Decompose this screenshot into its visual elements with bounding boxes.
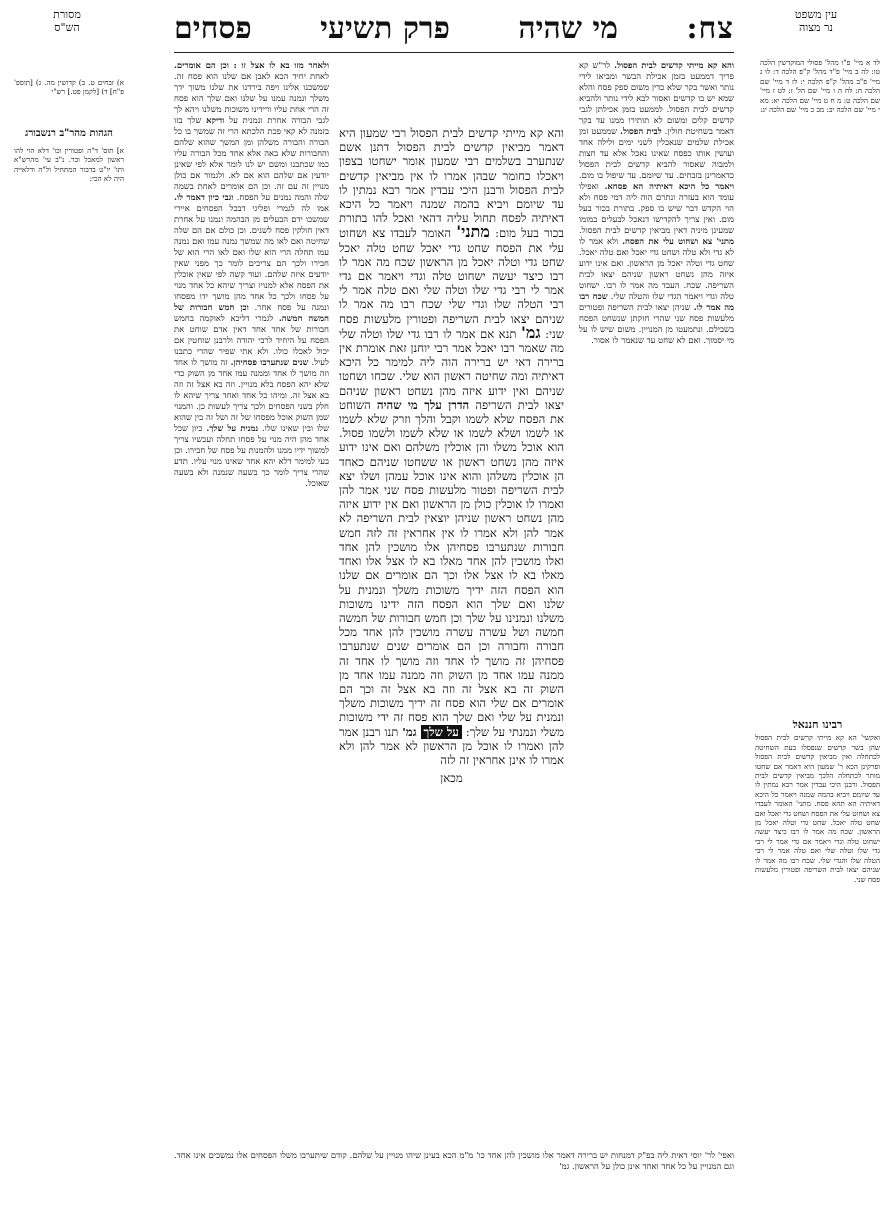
tosafot-lead-5: שנים שנתערבו פסחיהן. (230, 357, 309, 367)
boxed-word: על שלך (421, 725, 462, 739)
tosafot-text-3: אמו לה לגמרי ופליגי דבכל הפסחים איירי שמשכו ידם הבעלים מן הבהמה ונמנו על אחרת דאין חולקין פסח לשנים. וכן כולם אם הם שלה שחיטה ואם לאו מה שמשך נמנה עמו ואם נמנה עמו תחלה הרי הוא שלו ואם לאו הרי הוא של חבירו ולכך הם צריכים לומר כך מפני שאין יודעים איזה שלהם. ועוד קשה לפי שאין אוכלין את הפסח אלא למנויו וצריך שיהא כל אחד מנוי על פסחו ולכך כל אחד מהן מושך ידו מפסחו ונמנה על פסח אחר. (174, 203, 329, 312)
gemara2-text: תנו רבנן אמר להן ואמרו לו אוכל מן הראשון לא אמר להן ולא אמרו לו אינן אחראין זה לזה (339, 724, 564, 767)
rabbeinu-hananel-column (755, 720, 880, 1140)
rashi-text-4: ולא אמר לו לא גדי ולא טלה ושחט גדי יאכל ואם טלה יאכל. שחט גדי וטלה יאכל מן הראשון. ואם אינו ידוע איזה מהן נשחט ראשון שניהם יצאו לבית השריפה. שכח. העבד מה אמר לו רבו. ישחוט טלה וגדי ויאמר הגדי שלו והטלה שלי. (579, 236, 734, 301)
talmud-text-1: והא קא מייתי קדשים לבית הפסול רבי שמעון היא דאמר מביאין קדשים לבית הפסול (339, 126, 564, 155)
hashas-title: הש"ס (54, 21, 80, 34)
ein-mishpat-header (756, 8, 876, 54)
chapter-name: מי שהיה (518, 10, 619, 46)
rashi-lead-3: ויאמר כל היכא דאיתיה הא פסחא. (604, 181, 734, 191)
rashi-lead-4: מתני' צא ושחוט עלי את הפסח. (622, 236, 734, 246)
gemara-text: תנא אם אמר לו רבו גדי שלו וטלה שלי מה שאמר רבו יאכל אמר רבי יוחנן זאת אומרת אין ברירה דאי יש ברירה הוה ליה למימר כל היכא דאיתיה ומה שחיטה ראשון הוא שלי. שכחו ושחטו שניהם ואין ידוע איזה מהן נשחט ראשון שניהם יצאו לבית השריפה (339, 326, 564, 412)
talmud-text-4: חמש חבורות שנתערבו פסחיהן אלו מושכין להן אחד ואלו מושכין להן אחד מאלו בא לו אצל אלו ואחד מאלו בא לו אצל אלו וכך הם אומרים אם שלנו הוא הפסח הזה ידיך משוכות משלך ונמנית על שלנו ואם שלך הוא הפסח הזה ידינו משוכות משלנו ונמנינו על שלך וכן (339, 525, 564, 625)
masoret-title: מסורת (53, 8, 81, 21)
rashi-column (579, 60, 734, 1090)
masoret-hashas-text: א) זבחים ט. ב) קדושין מה. ג) [תוספ' פ"ח] ד) [לקמן פט.] רש"י (14, 78, 124, 97)
tosafot-column (174, 60, 329, 990)
tosafot-lead-3: וגבי כיון דאמר לו. (174, 192, 234, 202)
masoret-hashas-column (14, 78, 124, 118)
masoret-header (22, 8, 112, 34)
rashi-lead-2: לבית הפסול. (620, 126, 662, 136)
hadran-lead: הדרן עלך מי שהיה (376, 397, 470, 412)
talmud-text-2: דתנן אשם שנתערב בשלמים רבי שמעון אומר ישחטו בצפון ויאכלו כחומר שבהן אמרו לו אין מביאין קדשים לבית הפסול ורבנן היכי עבדין אמר רבא נמתין לו עד שיומם ויביא בהמה שמנה ויאמר כל היכא דאיתיה לפסח תחול עליה דהאי ואכל להו בתורת בכור בעל מום: (339, 140, 564, 241)
perek-label: פרק תשיעי (320, 10, 450, 46)
tosafot-lead-1: ולאחר מזו בא לו אצל זו : וכן הם אומרים. (174, 60, 329, 70)
bottom-text: ואפי' לר' יוסי דאית ליה בפ"ק דמנחות יש ברירה דאמר אלו מושכין להן אחד כו' מ"מ הכא בעינן שיהו מנויין על שלהם. קודם שיתערבו משלו הפסחים אלו נמשכים אינו אחד. וגם המנויין על כל אחד ואחד אינן כולן על הראשון. גמ' (174, 1150, 734, 1171)
hadran-text: השוחט את הפסח שלא לשמו וקבל והלך וזרק שלא לשמו או לשמו ושלא לשמו או שלא לשמו ולשמו פסול. הוא אוכל משלו והן אוכלין משלהם ואם אינו ידוע איזה מהן נשחט ראשון או ששחטו שניהם כאחד הן אוכלין משלהן והוא אינו אוכל עמהן ושלו יצא לבית השריפה ופטור מלעשות פסח שני (339, 397, 564, 498)
hagahot-title: הגהות מהר"ב רנשבורג (25, 128, 113, 139)
page-header (174, 6, 734, 50)
rabbeinu-hananel-title: רבינו חננאל (792, 720, 843, 731)
tosafot-lead-6: נמנית על שלך. (206, 423, 259, 433)
tosafot-lead-4: וכן חמש חבורות של חמשה חמשה. (174, 302, 329, 323)
ein-mishpat-text: לד א מיי' פ"ו מהל' פסולי המוקדשין הלכה טו: לה ב מיי' פ"ד מהל' ק"פ הלכה ד: לו ג מיי' פ"ב מהל' ק"פ הלכה י: לז ד מיי' שם הלכה ח: לח ה ו מיי' שם הל' ז: לט ז מיי' שם הלכה ט: מ ח ט מיי' שם הלכה יא: מא י מיי' שם הלכה יב: מב כ מיי' שם הלכה יג: (760, 58, 880, 115)
gemara2-lead: גמ' (402, 724, 417, 739)
catchword: מכאן (440, 771, 463, 786)
tosafot-text-1: לאחת יחיד הכא לאבן אם שלנו הוא פסח זה. שמשכנו אלינו ויפה בירדנו את שלנו משוך ידך משלך ונמנה עמנו על שלנו ואם שלך הוא פסח זה הרי אחת עליו ורידינו משוכות משלנו ויהא לך לגבי הבורה אחרת ונמנית על (174, 71, 329, 125)
talmud-text-5: חמש חבורות של חמשה חמשה ושל עשרה עשרה מושכין להן אחד מכל חבורה וחבורה וכן הם אומרים שנים שנתערבו פסחיהן זה מושך לו אחד וזה מושך לו אחד זה ממנה עמו אחד מן השוק וזה ממנה עמו אחד מן השוק זה בא אצל זה וזה בא אצל זה וכך הם אומרים אם שלי הוא פסח זה ידיך משוכות משלך ונמנית על שלי ואם שלך הוא פסח זה ידי משוכות משלי ונמנתי על שלך: (339, 610, 564, 739)
rashi-text-1: לר"ש קא פריך דממעט בזמן אכילת הבשר ומביאו לידי נותר ואשר בקר שלא כדין משום ספק פסח והלא שמא יש בו קדשים ואסור לבא לידי נותר ולהביא קדשים לבית הפסול. לממעט בזמן אכילתן לגבי קדשים קלים ומשום לא תותירו ממנו עד בקר דאמר בשחיטת חולין. (579, 60, 734, 136)
talmud-main-text (339, 126, 564, 1026)
tosafot-lead-2: ודיקא (206, 115, 225, 125)
ner-mitzvah-title: נר מצוה (799, 21, 833, 34)
hagahot-column (14, 146, 124, 226)
rashi-text-5: שניהן יצאו לבית השריפה ופטורים מלעשות פסח שני שהרי חזקתן שנשחט הפסח בשבילם. ונתמעטו מן המנויין. משום שיש לו על מי יסמוך. ואם לא שחט עד שנאמר לו אסור. (579, 302, 734, 345)
rashi-text-3: ואפילו עומד הוא בעזרה ונתרם הוה ליה דמי פסח ולא הוי הקדש דבר שיש בו ספק. בתורת בכור בעל מום. ואין צריך להקדישו דנאכל לבעלים במומו שמעינן מיניה דאין מביאין קדשים לבית הפסול. (579, 181, 734, 235)
folio-number: צח: (686, 10, 734, 46)
rashi-text-2: שממעט זמן אכילת שלמים שנאכלין לשני ימים ולילה אחד ועושין אותו כפסח שאינו נאכל אלא עד חצות ולמבוה שאסור להביא קדשים לבית הפסול כדאמרינן בזבחים. עד שיומם. עד שיפול בו מום. (579, 126, 734, 180)
mishnah-lead: מתני' (456, 222, 490, 242)
ein-mishpat-column (760, 58, 880, 258)
tosafot-text-4: לגמרי דליכא לאוקמה בחמש חבורות של אחד אחד דאין אדם שוחט את הפסח על היחיד לרבי יהודה ולרבנן שוחטין אם יכול לאכלו כולו. ולא אתי שפיר שהרי כתבנו לעיל. (174, 313, 329, 367)
tractate-name: פסחים (174, 10, 252, 46)
rashi-lead-1: והא קא מייתי קדשים לבית הפסול. (614, 60, 734, 70)
tosafot-text-2: שלך בזו בזמנה לא קאי פכת הלכתא הרי זה שמשך בו כל הבורה והבורה משלהן ומן המשך שהוא שלהם והחבורות שלא באה אלא אחד מכל הבורה עליו כמו שכתבנו ומשם יש לנו לומר אלא לפי שאינן יודעין אם שלהם הוא אם לא. ולגמור אם כולן מנויין זה עם זה. וכן הם אומרים לאחת בשמה שלה והמה נמנים על הפסח. (174, 115, 329, 202)
gemara-lead: גמ' (520, 322, 541, 342)
mishnah-text: האומר לעבדו צא ושחוט עלי את הפסח שחט גדי יאכל שחט טלה יאכל שחט גדי וטלה יאכל מן הראשון שכח מה אמר לו רבו כיצד יעשה ישחוט טלה וגדי ויאמר אם גדי אמר לי רבי גדי שלו וטלה שלי ואם טלה אמר לי רבי הטלה שלו וגדי שלי שכח רבו מה אמר לו שניהם יצאו לבית השריפה ופטורין מלעשות פסח שני: (339, 226, 564, 341)
tosafot-text-5: זה מושך לו אחד וזה מושך לו אחד וממנה עמו אחד מן השוק כדי שלא יהא הפסח בלא מנויין. וזה בא אצל זה וזה בא אצל זה. ומיהו כל אחד ואחד צריך שיהא לו חלק בשני הפסחים ולכך צריך לעשות כן. והמנוי שמן השוק אוכל מפסחו של זה ושל זה בין שהוא שלו ובין שאינו שלו. (174, 357, 329, 433)
tosafot-text-6: כיון שכל אחד מהן היה מנוי על פסחו תחלה ועכשיו צריך למשוך ידיו ממנו ולהמנות על פסח של חבירו. וכן בעי למימר דלא יהא אחד שאינו מנוי עליו. תדע שהרי צריך לומר כך בשעה שנמנה ולא בשעה שאוכל. (174, 423, 329, 488)
ein-mishpat-title: עין משפט (794, 8, 838, 21)
hagahot-text: א] תוס' ד"ה ופטורין וכו' דלא הוי להו ראשון למאכל ובר. נ"ב עי' מהרש"א ותו' יו"ט בדבור המתחיל ול"ה ודלאייה היה לא הכי: (14, 146, 124, 184)
rabbeinu-hananel-text: ואקשי' הא קא מייתי קרשים לבית הפסול שהן בשר קדשים שנפסלו בעת השחיטה לכתחלה ואין מביאין קדשים לבית הפסול ופרקינן הכא ר' שמעון היא דאמר אם שחטו מותר לכתחלה הלכך מביאין קדשים לבית הפסול. ורבנן היכי עבדין אמר רבא נמתין לו עד שיומם ויביא בהמה שמנה ויאמר כל היכא דאיתיה הא תהא פסח. מתני' האומר לעבדו צא ושחוט עלי את הפסח ושחט גדי יאכל ואם שחט טלה יאכל. שחט גדי וטלה יאכל מן הראשון. שכח מה אמר לו רבו כיצד יעשה ישחוט טלה וגדי ויאמר אם גדי אמר לי רבי גדי שלו וטלה שלי ואם טלה אמר לי רבי הטלה שלו והגדי שלי. שכח רבו מה אמר לו שניהם יצאו לבית השריפה ופטורין מלעשות פסח שני. (755, 733, 880, 884)
rashi-lead-5: שכח רבו מה אמר לו. (579, 291, 734, 312)
talmud-text-3: אמר להן ואמרו לו אוכלין כולן מן הראשון ואם אין ידוע איזה מהן נשחט ראשון שניהן יוצאין לבית השריפה לא אמר להן ולא אמרו לו אין אחראין זה לזה (339, 483, 564, 540)
header-rule (174, 52, 734, 53)
bottom-continuation (174, 1150, 734, 1180)
